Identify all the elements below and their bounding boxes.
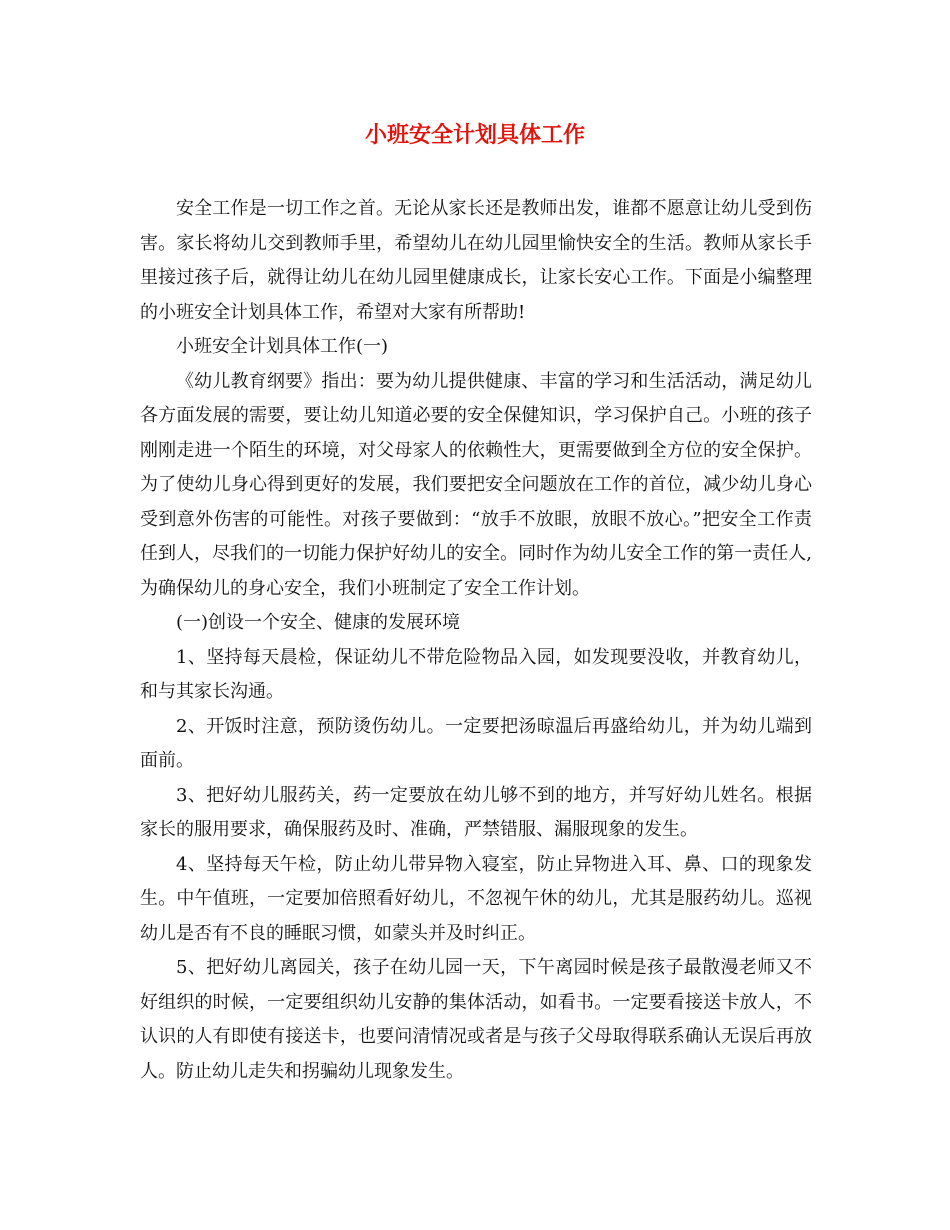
list-item: 4、坚持每天午检，防止幼儿带异物入寝室，防止异物进入耳、鼻、口的现象发生。中午值班，一定要加倍照看好幼儿，不忽视午休的幼儿，尤其是服药幼儿。巡视幼儿是否有不良的睡眠习惯，如蒙头并及时纠正。 <box>140 853 812 944</box>
section-heading: 小班安全计划具体工作(一) <box>176 336 389 357</box>
document-title: 小班安全计划具体工作 <box>364 122 585 148</box>
subsection-heading: (一)创设一个安全、健康的发展环境 <box>176 612 461 633</box>
list-item: 2、开饭时注意，预防烫伤幼儿。一定要把汤晾温后再盛给幼儿，并为幼儿端到面前。 <box>140 715 812 771</box>
body-paragraph: 《幼儿教育纲要》指出：要为幼儿提供健康、丰富的学习和生活活动，满足幼儿各方面发展的需要，要让幼儿知道必要的安全保健知识，学习保护自己。小班的孩子刚刚走进一个陌生的环境，对父母家人的依赖性大，更需要做到全方位的安全保护。为了使幼儿身心得到更好的发展，我们要把安全问题放在工作的首位，减少幼儿身心受到意外伤害的可能性。对孩子要做到：“放手不放眼，放眼不放心。”把安全工作责任到人，尽我们的一切能力保护好幼儿的安全。同时作为幼儿安全工作的第一责任人,为确保幼儿的身心安全，我们小班制定了安全工作计划。 <box>140 370 812 599</box>
document-body <box>140 192 812 1089</box>
list-item: 1、坚持每天晨检，保证幼儿不带危险物品入园，如发现要没收，并教育幼儿，和与其家长沟通。 <box>140 646 812 702</box>
intro-paragraph: 安全工作是一切工作之首。无论从家长还是教师出发，谁都不愿意让幼儿受到伤害。家长将幼儿交到教师手里，希望幼儿在幼儿园里愉快安全的生活。教师从家长手里接过孩子后，就得让幼儿在幼儿园里健康成长，让家长安心工作。下面是小编整理的小班安全计划具体工作，希望对大家有所帮助! <box>140 198 812 323</box>
list-item: 3、把好幼儿服药关，药一定要放在幼儿够不到的地方，并写好幼儿姓名。根据家长的服用要求，确保服药及时、准确，严禁错服、漏服现象的发生。 <box>140 784 812 840</box>
list-item: 5、把好幼儿离园关，孩子在幼儿园一天，下午离园时候是孩子最散漫老师又不好组织的时候，一定要组织幼儿安静的集体活动，如看书。一定要看接送卡放人，不认识的人有即使有接送卡，也要问清情况或者是与孩子父母取得联系确认无误后再放人。防止幼儿走失和拐骗幼儿现象发生。 <box>140 957 812 1082</box>
